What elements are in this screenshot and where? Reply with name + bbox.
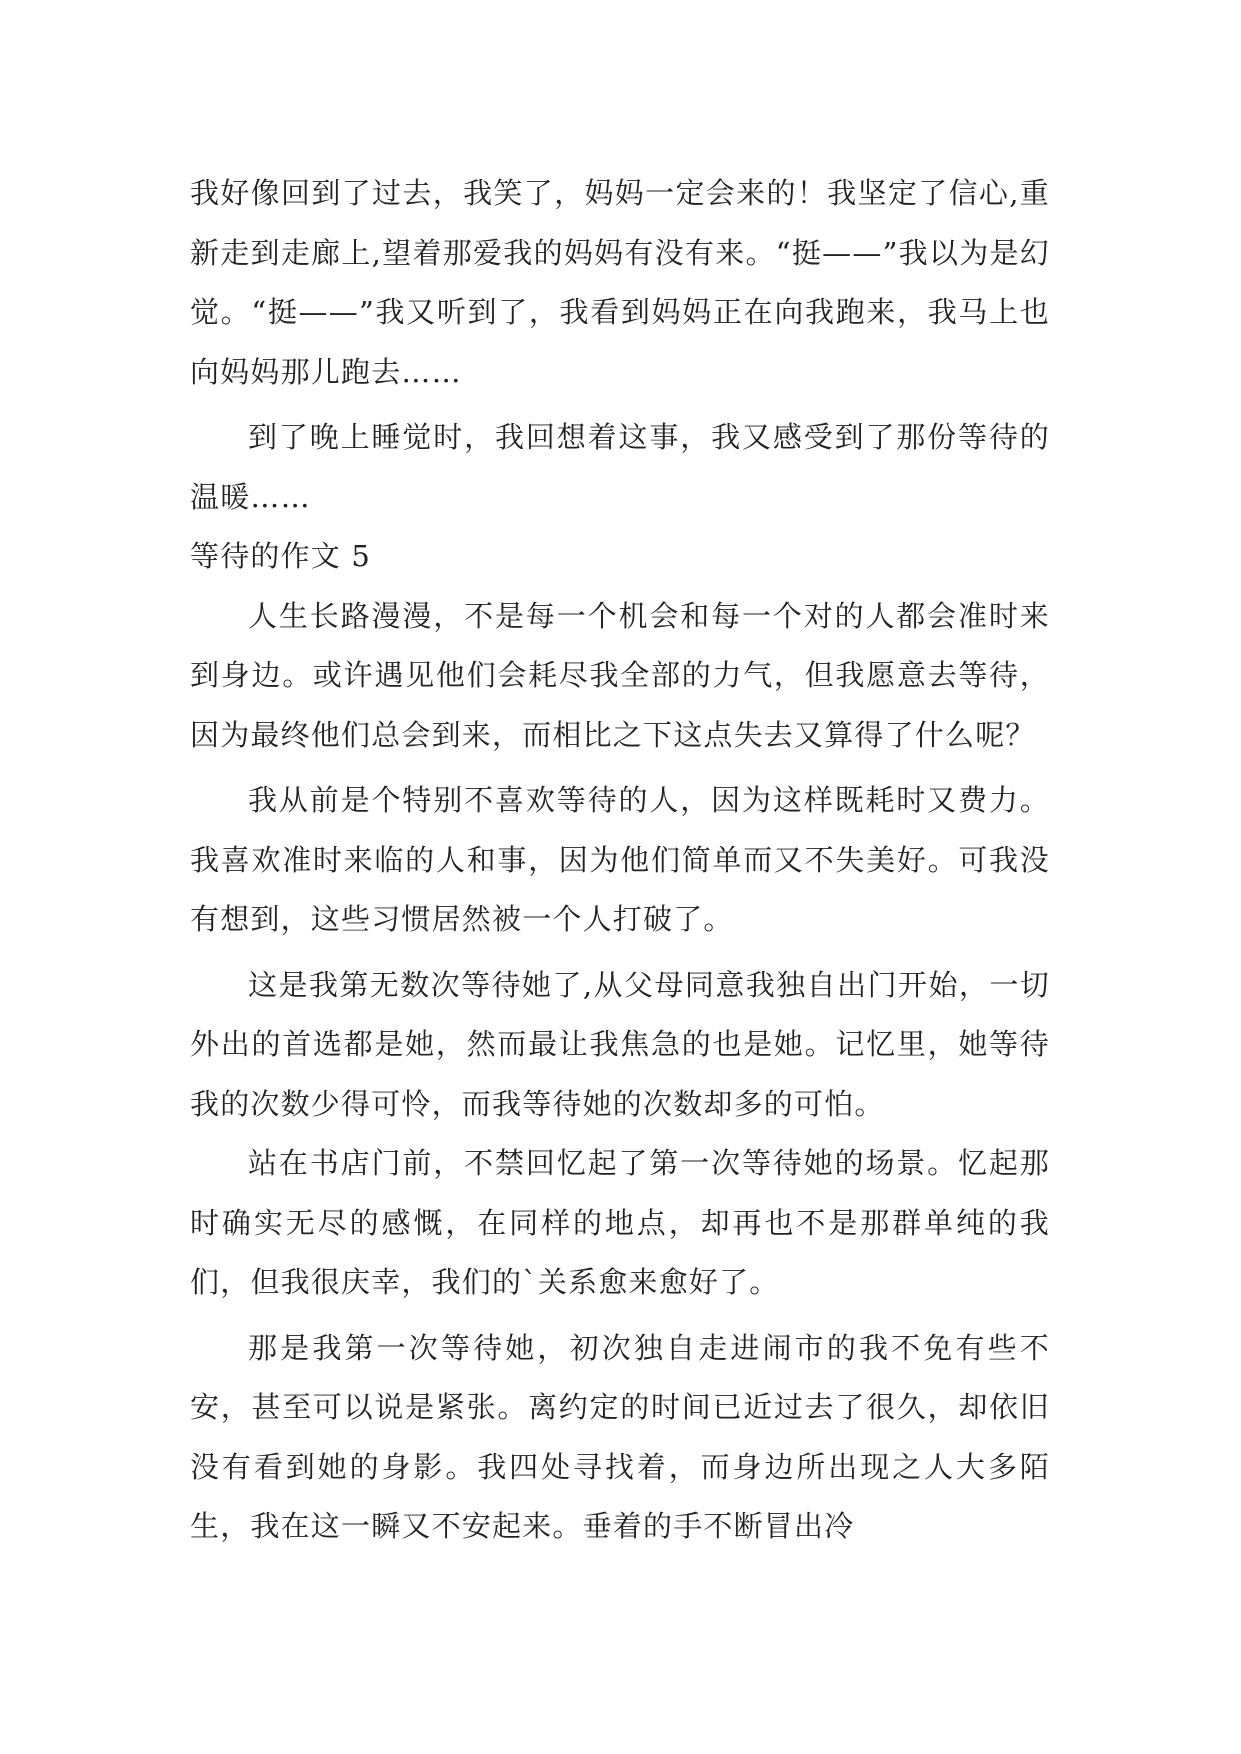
paragraph-2: 到了晚上睡觉时，我回想着这事，我又感受到了那份等待的温暖…… (190, 420, 1050, 514)
section-paragraph-5: 那是我第一次等待她，初次独自走进闹市的我不免有些不安，甚至可以说是紧张。离约定的时间已近过去了很久，却依旧没有看到她的身影。我四处寻找着，而身边所出现之人大多陌生，我在这一瞬又不安起来。垂着的手不断冒出冷 (190, 1330, 1050, 1543)
section-title: 等待的作文 5 (190, 539, 372, 573)
document-body (190, 164, 1050, 1557)
section-paragraph-4: 站在书店门前，不禁回忆起了第一次等待她的场景。忆起那时确实无尽的感慨，在同样的地点，却再也不是那群单纯的我们，但我很庆幸，我们的`关系愈来愈好了。 (190, 1146, 1050, 1299)
section-paragraph-2: 我从前是个特别不喜欢等待的人，因为这样既耗时又费力。我喜欢准时来临的人和事，因为他们简单而又不失美好。可我没有想到，这些习惯居然被一个人打破了。 (190, 783, 1050, 936)
paragraph-1: 我好像回到了过去，我笑了，妈妈一定会来的！我坚定了信心,重新走到走廊上,望着那爱我的妈妈有没有来。“挺——”我以为是幻觉。“挺——”我又听到了，我看到妈妈正在向我跑来，我马上也向妈妈那儿跑去…… (190, 176, 1050, 389)
section-paragraph-1: 人生长路漫漫，不是每一个机会和每一个对的人都会准时来到身边。或许遇见他们会耗尽我全部的力气，但我愿意去等待，因为最终他们总会到来，而相比之下这点失去又算得了什么呢？ (190, 598, 1050, 752)
section-paragraph-3: 这是我第无数次等待她了,从父母同意我独自出门开始，一切外出的首选都是她，然而最让我焦急的也是她。记忆里，她等待我的次数少得可怜，而我等待她的次数却多的可怕。 (190, 967, 1050, 1121)
